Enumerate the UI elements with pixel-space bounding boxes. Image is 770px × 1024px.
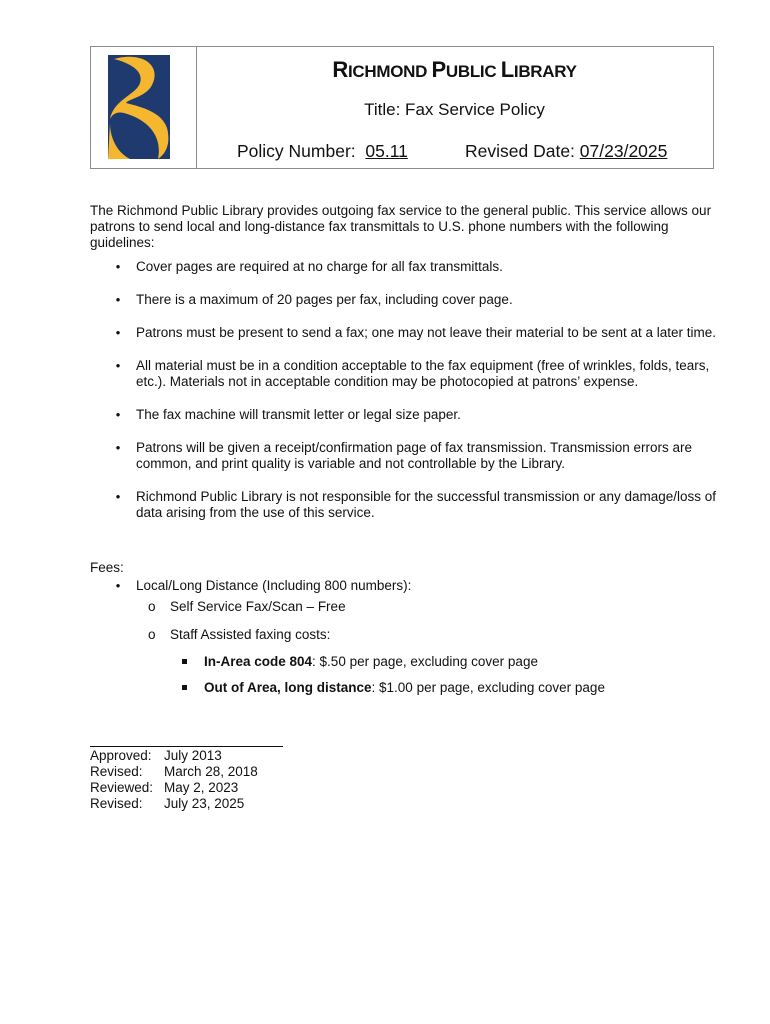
bullet-icon: • xyxy=(115,440,121,455)
fee-in-area: In-Area code 804: $.50 per page, excluding cover page xyxy=(204,654,538,669)
square-bullet-icon xyxy=(182,685,187,690)
list-item: • Cover pages are required at no charge for all fax transmittals. xyxy=(90,259,730,275)
list-item: • Patrons will be given a receipt/confirmation page of fax transmission. Transmission errors are common, and print quality is variable and not controllable by the Library. xyxy=(90,440,730,472)
bullet-icon: • xyxy=(115,407,121,422)
revised-date-value: 07/23/2025 xyxy=(579,141,668,161)
divider-line xyxy=(90,746,283,747)
intro-paragraph: The Richmond Public Library provides outgoing fax service to the general public. This service allows our patrons to send local and long-distance fax transmittals to U.S. phone numbers with the following guidelines: xyxy=(90,203,712,250)
bullet-icon: • xyxy=(115,489,121,504)
fee-self-service: o Self Service Fax/Scan – Free xyxy=(148,599,346,614)
library-logo-icon xyxy=(108,55,170,159)
guidelines-list xyxy=(90,259,730,521)
fee-out-of-area: Out of Area, long distance: $1.00 per page, excluding cover page xyxy=(204,680,605,695)
bullet-icon: • xyxy=(115,259,121,274)
square-bullet-icon xyxy=(182,659,187,664)
list-item: • Patrons must be present to send a fax; one may not leave their material to be sent at a later time. xyxy=(90,325,730,341)
bullet-icon: • xyxy=(115,578,121,593)
history-row: Approved: July 2013 xyxy=(90,748,222,763)
history-row: Revised: July 23, 2025 xyxy=(90,796,245,811)
history-row: Reviewed: May 2, 2023 xyxy=(90,780,239,795)
policy-title: Title: Fax Service Policy xyxy=(364,100,545,119)
revised-date: Revised Date: 07/23/2025 xyxy=(465,141,668,161)
circle-bullet-icon: o xyxy=(148,599,156,614)
list-item: • The fax machine will transmit letter or legal size paper. xyxy=(90,407,730,423)
revision-history xyxy=(90,748,258,812)
list-item: • There is a maximum of 20 pages per fax, including cover page. xyxy=(90,292,730,308)
logo-cell xyxy=(91,47,197,168)
history-row: Revised: March 28, 2018 xyxy=(90,764,258,779)
bullet-icon: • xyxy=(115,292,121,307)
list-item: • Richmond Public Library is not responsible for the successful transmission or any damage/loss of data arising from the use of this service. xyxy=(90,489,730,521)
bullet-icon: • xyxy=(115,358,121,373)
policy-number-value: 05.11 xyxy=(365,141,408,161)
bullet-icon: • xyxy=(115,325,121,340)
policy-number: Policy Number: 05.11 xyxy=(237,141,408,161)
org-name: RICHMOND PUBLIC LIBRARY xyxy=(332,57,577,82)
policy-header xyxy=(90,46,714,169)
circle-bullet-icon: o xyxy=(148,627,156,642)
fee-staff-assisted: o Staff Assisted faxing costs: xyxy=(148,627,331,642)
list-item: • All material must be in a condition acceptable to the fax equipment (free of wrinkles, folds, tears, etc.). Materials not in acceptable condition may be photocopied at patrons’ expense. xyxy=(90,358,730,390)
fees-heading: Fees: xyxy=(90,560,124,575)
